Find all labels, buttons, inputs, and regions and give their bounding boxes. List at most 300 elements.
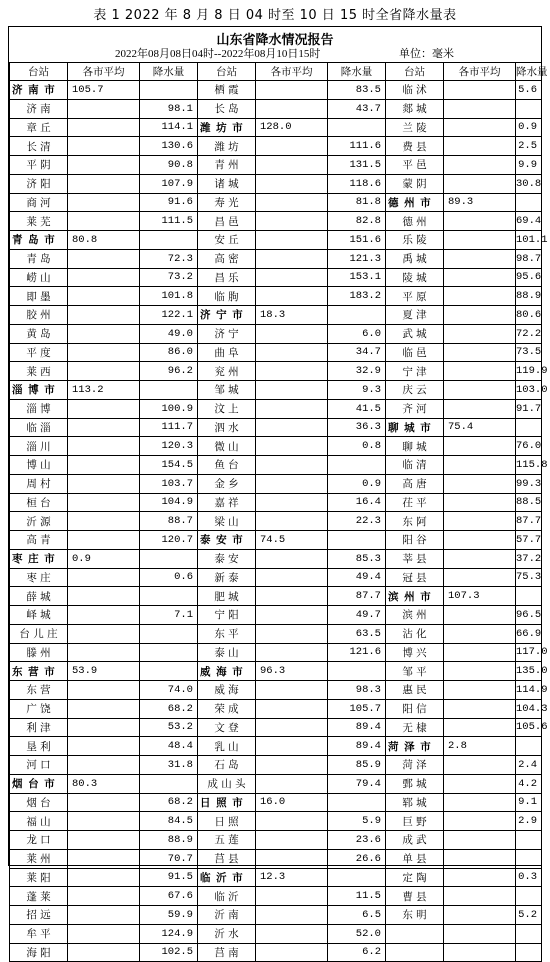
- station-name: 河 口: [10, 756, 68, 775]
- city-average-value: [256, 924, 328, 943]
- rainfall-value: 53.2: [140, 718, 198, 737]
- header-city-average: 各市平均: [68, 63, 140, 81]
- city-average-value: [444, 231, 516, 250]
- table-row: [10, 812, 542, 831]
- city-average-value: 105.7: [68, 81, 140, 100]
- rainfall-value: 101.8: [140, 287, 198, 306]
- rainfall-value: 16.4: [328, 493, 386, 512]
- station-name: 临 沂: [198, 887, 256, 906]
- rainfall-value: [516, 943, 542, 962]
- city-average-value: 107.3: [444, 587, 516, 606]
- rainfall-value: 37.2: [516, 549, 542, 568]
- table-body: [10, 81, 548, 962]
- table-row: [10, 924, 542, 943]
- table-row: [10, 287, 542, 306]
- station-name: 费 县: [386, 137, 444, 156]
- city-average-value: [444, 306, 516, 325]
- station-name: 巨 野: [386, 812, 444, 831]
- rainfall-value: 43.7: [328, 99, 386, 118]
- city-average-value: [444, 681, 516, 700]
- table-row: [10, 437, 542, 456]
- city-average-value: [444, 212, 516, 231]
- station-name: 利 津: [10, 718, 68, 737]
- rainfall-value: 89.4: [328, 718, 386, 737]
- city-average-value: [256, 99, 328, 118]
- rainfall-value: 98.7: [516, 249, 542, 268]
- city-name: 临 沂 市: [198, 868, 256, 887]
- rainfall-value: 131.5: [328, 156, 386, 175]
- city-average-value: [444, 887, 516, 906]
- rainfall-value: [140, 549, 198, 568]
- rainfall-value: 153.1: [328, 268, 386, 287]
- table-row: [10, 306, 542, 325]
- station-name: 齐 河: [386, 399, 444, 418]
- station-name: 桓 台: [10, 493, 68, 512]
- station-name: [386, 943, 444, 962]
- station-name: 泰 山: [198, 643, 256, 662]
- city-average-value: [68, 399, 140, 418]
- city-average-value: [444, 549, 516, 568]
- report-period: 2022年08月08日04时--2022年08月10日15时: [115, 48, 321, 60]
- rainfall-value: [140, 643, 198, 662]
- city-average-value: [444, 156, 516, 175]
- station-name: 夏 津: [386, 306, 444, 325]
- city-average-value: [256, 231, 328, 250]
- rainfall-value: 88.9: [140, 831, 198, 850]
- table-row: [10, 399, 542, 418]
- rainfall-value: 22.3: [328, 512, 386, 531]
- rainfall-value: 95.6: [516, 268, 542, 287]
- table-row: [10, 662, 542, 681]
- station-name: 微 山: [198, 437, 256, 456]
- city-average-value: [68, 756, 140, 775]
- station-name: 济 南: [10, 99, 68, 118]
- station-name: 宁 阳: [198, 606, 256, 625]
- station-name: 兰 陵: [386, 118, 444, 137]
- rainfall-table: [9, 62, 548, 962]
- rainfall-value: 11.5: [328, 887, 386, 906]
- station-name: 青 岛: [10, 249, 68, 268]
- rainfall-value: 84.5: [140, 812, 198, 831]
- city-average-value: [256, 324, 328, 343]
- station-name: 昌 乐: [198, 268, 256, 287]
- rainfall-value: 85.3: [328, 549, 386, 568]
- station-name: 昌 邑: [198, 212, 256, 231]
- station-name: 崂 山: [10, 268, 68, 287]
- city-name: 济 宁 市: [198, 306, 256, 325]
- city-average-value: [444, 774, 516, 793]
- station-name: 肥 城: [198, 587, 256, 606]
- rainfall-value: 151.6: [328, 231, 386, 250]
- station-name: 沾 化: [386, 624, 444, 643]
- station-name: 聊 城: [386, 437, 444, 456]
- city-average-value: [444, 793, 516, 812]
- station-name: 邹 城: [198, 381, 256, 400]
- station-name: 章 丘: [10, 118, 68, 137]
- station-name: 庆 云: [386, 381, 444, 400]
- city-average-value: [256, 512, 328, 531]
- city-average-value: [444, 831, 516, 850]
- station-name: 莱 芜: [10, 212, 68, 231]
- station-name: 邹 平: [386, 662, 444, 681]
- city-average-value: [256, 831, 328, 850]
- city-average-value: [68, 99, 140, 118]
- rainfall-value: 101.1: [516, 231, 542, 250]
- city-average-value: [256, 399, 328, 418]
- station-name: [386, 924, 444, 943]
- rainfall-value: [516, 737, 542, 756]
- city-average-value: [68, 887, 140, 906]
- station-name: 青 州: [198, 156, 256, 175]
- rainfall-value: 118.6: [328, 174, 386, 193]
- rainfall-value: 72.3: [140, 249, 198, 268]
- city-average-value: [444, 662, 516, 681]
- header-station: 台站: [10, 63, 68, 81]
- station-name: 曹 县: [386, 887, 444, 906]
- table-row: [10, 699, 542, 718]
- station-name: 莱 州: [10, 849, 68, 868]
- table-row: [10, 831, 542, 850]
- city-average-value: [68, 681, 140, 700]
- city-average-value: [256, 643, 328, 662]
- city-average-value: [68, 493, 140, 512]
- rainfall-value: 87.7: [516, 512, 542, 531]
- station-name: 临 沭: [386, 81, 444, 100]
- station-name: 安 丘: [198, 231, 256, 250]
- city-average-value: [68, 118, 140, 137]
- city-average-value: [444, 718, 516, 737]
- city-average-value: [68, 812, 140, 831]
- rainfall-value: 0.3: [516, 868, 542, 887]
- station-name: 高 青: [10, 531, 68, 550]
- city-average-value: [444, 606, 516, 625]
- station-name: 平 阴: [10, 156, 68, 175]
- station-name: 平 邑: [386, 156, 444, 175]
- rainfall-value: 79.4: [328, 774, 386, 793]
- rainfall-value: [516, 99, 542, 118]
- rainfall-value: 7.1: [140, 606, 198, 625]
- city-average-value: [68, 943, 140, 962]
- rainfall-value: 107.9: [140, 174, 198, 193]
- station-name: 阳 谷: [386, 531, 444, 550]
- station-name: 商 河: [10, 193, 68, 212]
- station-name: 泰 安: [198, 549, 256, 568]
- city-average-value: [256, 81, 328, 100]
- city-average-value: [68, 156, 140, 175]
- rainfall-value: 34.7: [328, 343, 386, 362]
- station-name: 蓬 莱: [10, 887, 68, 906]
- city-average-value: [68, 268, 140, 287]
- city-average-value: [444, 493, 516, 512]
- rainfall-value: [516, 831, 542, 850]
- city-average-value: [444, 624, 516, 643]
- station-name: 临 清: [386, 456, 444, 475]
- city-average-value: [444, 174, 516, 193]
- city-average-value: 2.8: [444, 737, 516, 756]
- city-average-value: [444, 868, 516, 887]
- city-average-value: [256, 681, 328, 700]
- station-name: 滨 州: [386, 606, 444, 625]
- city-average-value: [444, 343, 516, 362]
- table-row: [10, 418, 542, 437]
- rainfall-value: 104.3: [516, 699, 542, 718]
- city-average-value: [444, 512, 516, 531]
- rainfall-report-sheet: [8, 26, 548, 959]
- station-name: 龙 口: [10, 831, 68, 850]
- rainfall-value: 9.9: [516, 156, 542, 175]
- city-average-value: 75.4: [444, 418, 516, 437]
- rainfall-value: 49.4: [328, 568, 386, 587]
- rainfall-value: 82.8: [328, 212, 386, 231]
- station-name: 惠 民: [386, 681, 444, 700]
- station-name: 沂 源: [10, 512, 68, 531]
- city-average-value: [444, 381, 516, 400]
- city-average-value: [256, 156, 328, 175]
- rainfall-value: 5.2: [516, 906, 542, 925]
- rainfall-value: 81.8: [328, 193, 386, 212]
- station-name: 周 村: [10, 474, 68, 493]
- city-average-value: 18.3: [256, 306, 328, 325]
- rainfall-value: [328, 531, 386, 550]
- city-average-value: [68, 924, 140, 943]
- city-name: 枣 庄 市: [10, 549, 68, 568]
- station-name: 济 阳: [10, 174, 68, 193]
- station-name: 诸 城: [198, 174, 256, 193]
- rainfall-value: 72.2: [516, 324, 542, 343]
- rainfall-value: 89.4: [328, 737, 386, 756]
- rainfall-value: 4.2: [516, 774, 542, 793]
- rainfall-value: [516, 887, 542, 906]
- station-name: 平 度: [10, 343, 68, 362]
- table-row: [10, 774, 542, 793]
- station-name: 兖 州: [198, 362, 256, 381]
- city-average-value: [68, 624, 140, 643]
- rainfall-value: 87.7: [328, 587, 386, 606]
- rainfall-value: 91.7: [516, 399, 542, 418]
- station-name: 泗 水: [198, 418, 256, 437]
- city-name: 菏 泽 市: [386, 737, 444, 756]
- city-average-value: [256, 774, 328, 793]
- city-name: 日 照 市: [198, 793, 256, 812]
- rainfall-value: [516, 924, 542, 943]
- table-row: [10, 174, 542, 193]
- header-city-average: 各市平均: [256, 63, 328, 81]
- table-row: [10, 868, 542, 887]
- table-row: [10, 756, 542, 775]
- city-average-value: [68, 587, 140, 606]
- table-row: [10, 324, 542, 343]
- city-average-value: [256, 343, 328, 362]
- station-name: 博 兴: [386, 643, 444, 662]
- rainfall-value: 52.0: [328, 924, 386, 943]
- city-average-value: [68, 737, 140, 756]
- city-average-value: [68, 568, 140, 587]
- rainfall-value: [516, 587, 542, 606]
- rainfall-value: 98.1: [140, 99, 198, 118]
- table-row: [10, 268, 542, 287]
- station-name: 临 邑: [386, 343, 444, 362]
- rainfall-value: [140, 381, 198, 400]
- station-name: 莱 西: [10, 362, 68, 381]
- station-name: 枣 庄: [10, 568, 68, 587]
- rainfall-value: 80.6: [516, 306, 542, 325]
- city-average-value: [68, 418, 140, 437]
- city-average-value: 53.9: [68, 662, 140, 681]
- city-average-value: [68, 306, 140, 325]
- header-station: 台站: [198, 63, 256, 81]
- city-average-value: [444, 456, 516, 475]
- rainfall-value: 49.7: [328, 606, 386, 625]
- table-row: [10, 531, 542, 550]
- station-name: 东 平: [198, 624, 256, 643]
- rainfall-value: 9.1: [516, 793, 542, 812]
- rainfall-value: [516, 418, 542, 437]
- city-average-value: [444, 324, 516, 343]
- city-average-value: 0.9: [68, 549, 140, 568]
- rainfall-value: [140, 587, 198, 606]
- rainfall-value: 5.9: [328, 812, 386, 831]
- rainfall-value: 88.7: [140, 512, 198, 531]
- rainfall-value: 103.0: [516, 381, 542, 400]
- rainfall-value: 105.6: [516, 718, 542, 737]
- report-title: 山东省降水情况报告: [216, 33, 334, 48]
- station-name: 莒 南: [198, 943, 256, 962]
- rainfall-value: 6.5: [328, 906, 386, 925]
- city-average-value: [444, 699, 516, 718]
- header-station: 台站: [386, 63, 444, 81]
- city-average-value: [68, 512, 140, 531]
- city-average-value: [256, 699, 328, 718]
- rainfall-value: 88.9: [516, 287, 542, 306]
- city-average-value: [256, 381, 328, 400]
- station-name: 薛 城: [10, 587, 68, 606]
- city-average-value: [256, 249, 328, 268]
- city-average-value: [256, 943, 328, 962]
- rainfall-value: 91.5: [140, 868, 198, 887]
- city-average-value: 80.8: [68, 231, 140, 250]
- rainfall-value: 135.0: [516, 662, 542, 681]
- city-average-value: [256, 812, 328, 831]
- city-name: 泰 安 市: [198, 531, 256, 550]
- rainfall-value: 73.2: [140, 268, 198, 287]
- city-average-value: [256, 624, 328, 643]
- rainfall-value: [516, 193, 542, 212]
- station-name: 沂 水: [198, 924, 256, 943]
- rainfall-value: 119.9: [516, 362, 542, 381]
- rainfall-value: 102.5: [140, 943, 198, 962]
- city-average-value: [68, 831, 140, 850]
- rainfall-value: [328, 868, 386, 887]
- rainfall-value: 57.7: [516, 531, 542, 550]
- city-average-value: [256, 137, 328, 156]
- table-row: [10, 231, 542, 250]
- city-average-value: [68, 324, 140, 343]
- station-name: 威 海: [198, 681, 256, 700]
- station-name: 曲 阜: [198, 343, 256, 362]
- city-average-value: [444, 118, 516, 137]
- city-average-value: [68, 174, 140, 193]
- city-average-value: [444, 812, 516, 831]
- city-average-value: [68, 699, 140, 718]
- table-row: [10, 718, 542, 737]
- station-name: 莒 县: [198, 849, 256, 868]
- rainfall-value: 103.7: [140, 474, 198, 493]
- rainfall-value: 85.9: [328, 756, 386, 775]
- station-name: 长 清: [10, 137, 68, 156]
- rainfall-value: [328, 662, 386, 681]
- city-average-value: [256, 174, 328, 193]
- table-row: [10, 137, 542, 156]
- rainfall-value: [516, 849, 542, 868]
- rainfall-value: 86.0: [140, 343, 198, 362]
- station-name: 菏 泽: [386, 756, 444, 775]
- rainfall-value: 69.4: [516, 212, 542, 231]
- city-average-value: 12.3: [256, 868, 328, 887]
- city-average-value: [444, 531, 516, 550]
- rainfall-value: 59.9: [140, 906, 198, 925]
- station-name: 福 山: [10, 812, 68, 831]
- station-name: 潍 坊: [198, 137, 256, 156]
- rainfall-value: [140, 81, 198, 100]
- station-name: 招 远: [10, 906, 68, 925]
- rainfall-value: 111.6: [328, 137, 386, 156]
- city-average-value: [68, 249, 140, 268]
- rainfall-value: 120.7: [140, 531, 198, 550]
- city-average-value: [68, 643, 140, 662]
- city-average-value: [444, 99, 516, 118]
- rainfall-value: 5.6: [516, 81, 542, 100]
- rainfall-value: 76.0: [516, 437, 542, 456]
- rainfall-value: 0.6: [140, 568, 198, 587]
- station-name: 新 泰: [198, 568, 256, 587]
- table-row: [10, 943, 542, 962]
- city-average-value: [444, 249, 516, 268]
- city-average-value: [256, 587, 328, 606]
- station-name: 郓 城: [386, 793, 444, 812]
- rainfall-value: 2.9: [516, 812, 542, 831]
- city-name: 青 岛 市: [10, 231, 68, 250]
- rainfall-value: 96.2: [140, 362, 198, 381]
- station-name: 禹 城: [386, 249, 444, 268]
- table-row: [10, 362, 542, 381]
- city-average-value: [68, 437, 140, 456]
- city-average-value: [256, 849, 328, 868]
- table-row: [10, 193, 542, 212]
- rainfall-value: 183.2: [328, 287, 386, 306]
- table-row: [10, 212, 542, 231]
- city-average-value: [68, 906, 140, 925]
- rainfall-value: 83.5: [328, 81, 386, 100]
- city-average-value: [68, 287, 140, 306]
- station-name: 临 朐: [198, 287, 256, 306]
- table-row: [10, 118, 542, 137]
- rainfall-value: 23.6: [328, 831, 386, 850]
- city-average-value: [256, 418, 328, 437]
- station-name: 荣 成: [198, 699, 256, 718]
- station-name: 单 县: [386, 849, 444, 868]
- city-average-value: [444, 849, 516, 868]
- rainfall-value: 122.1: [140, 306, 198, 325]
- station-name: 即 墨: [10, 287, 68, 306]
- station-name: 临 淄: [10, 418, 68, 437]
- station-name: 嘉 祥: [198, 493, 256, 512]
- station-name: 寿 光: [198, 193, 256, 212]
- city-name: 威 海 市: [198, 662, 256, 681]
- city-average-value: 113.2: [68, 381, 140, 400]
- rainfall-value: 115.8: [516, 456, 542, 475]
- city-average-value: [256, 906, 328, 925]
- header-rainfall: 降水量: [328, 63, 386, 81]
